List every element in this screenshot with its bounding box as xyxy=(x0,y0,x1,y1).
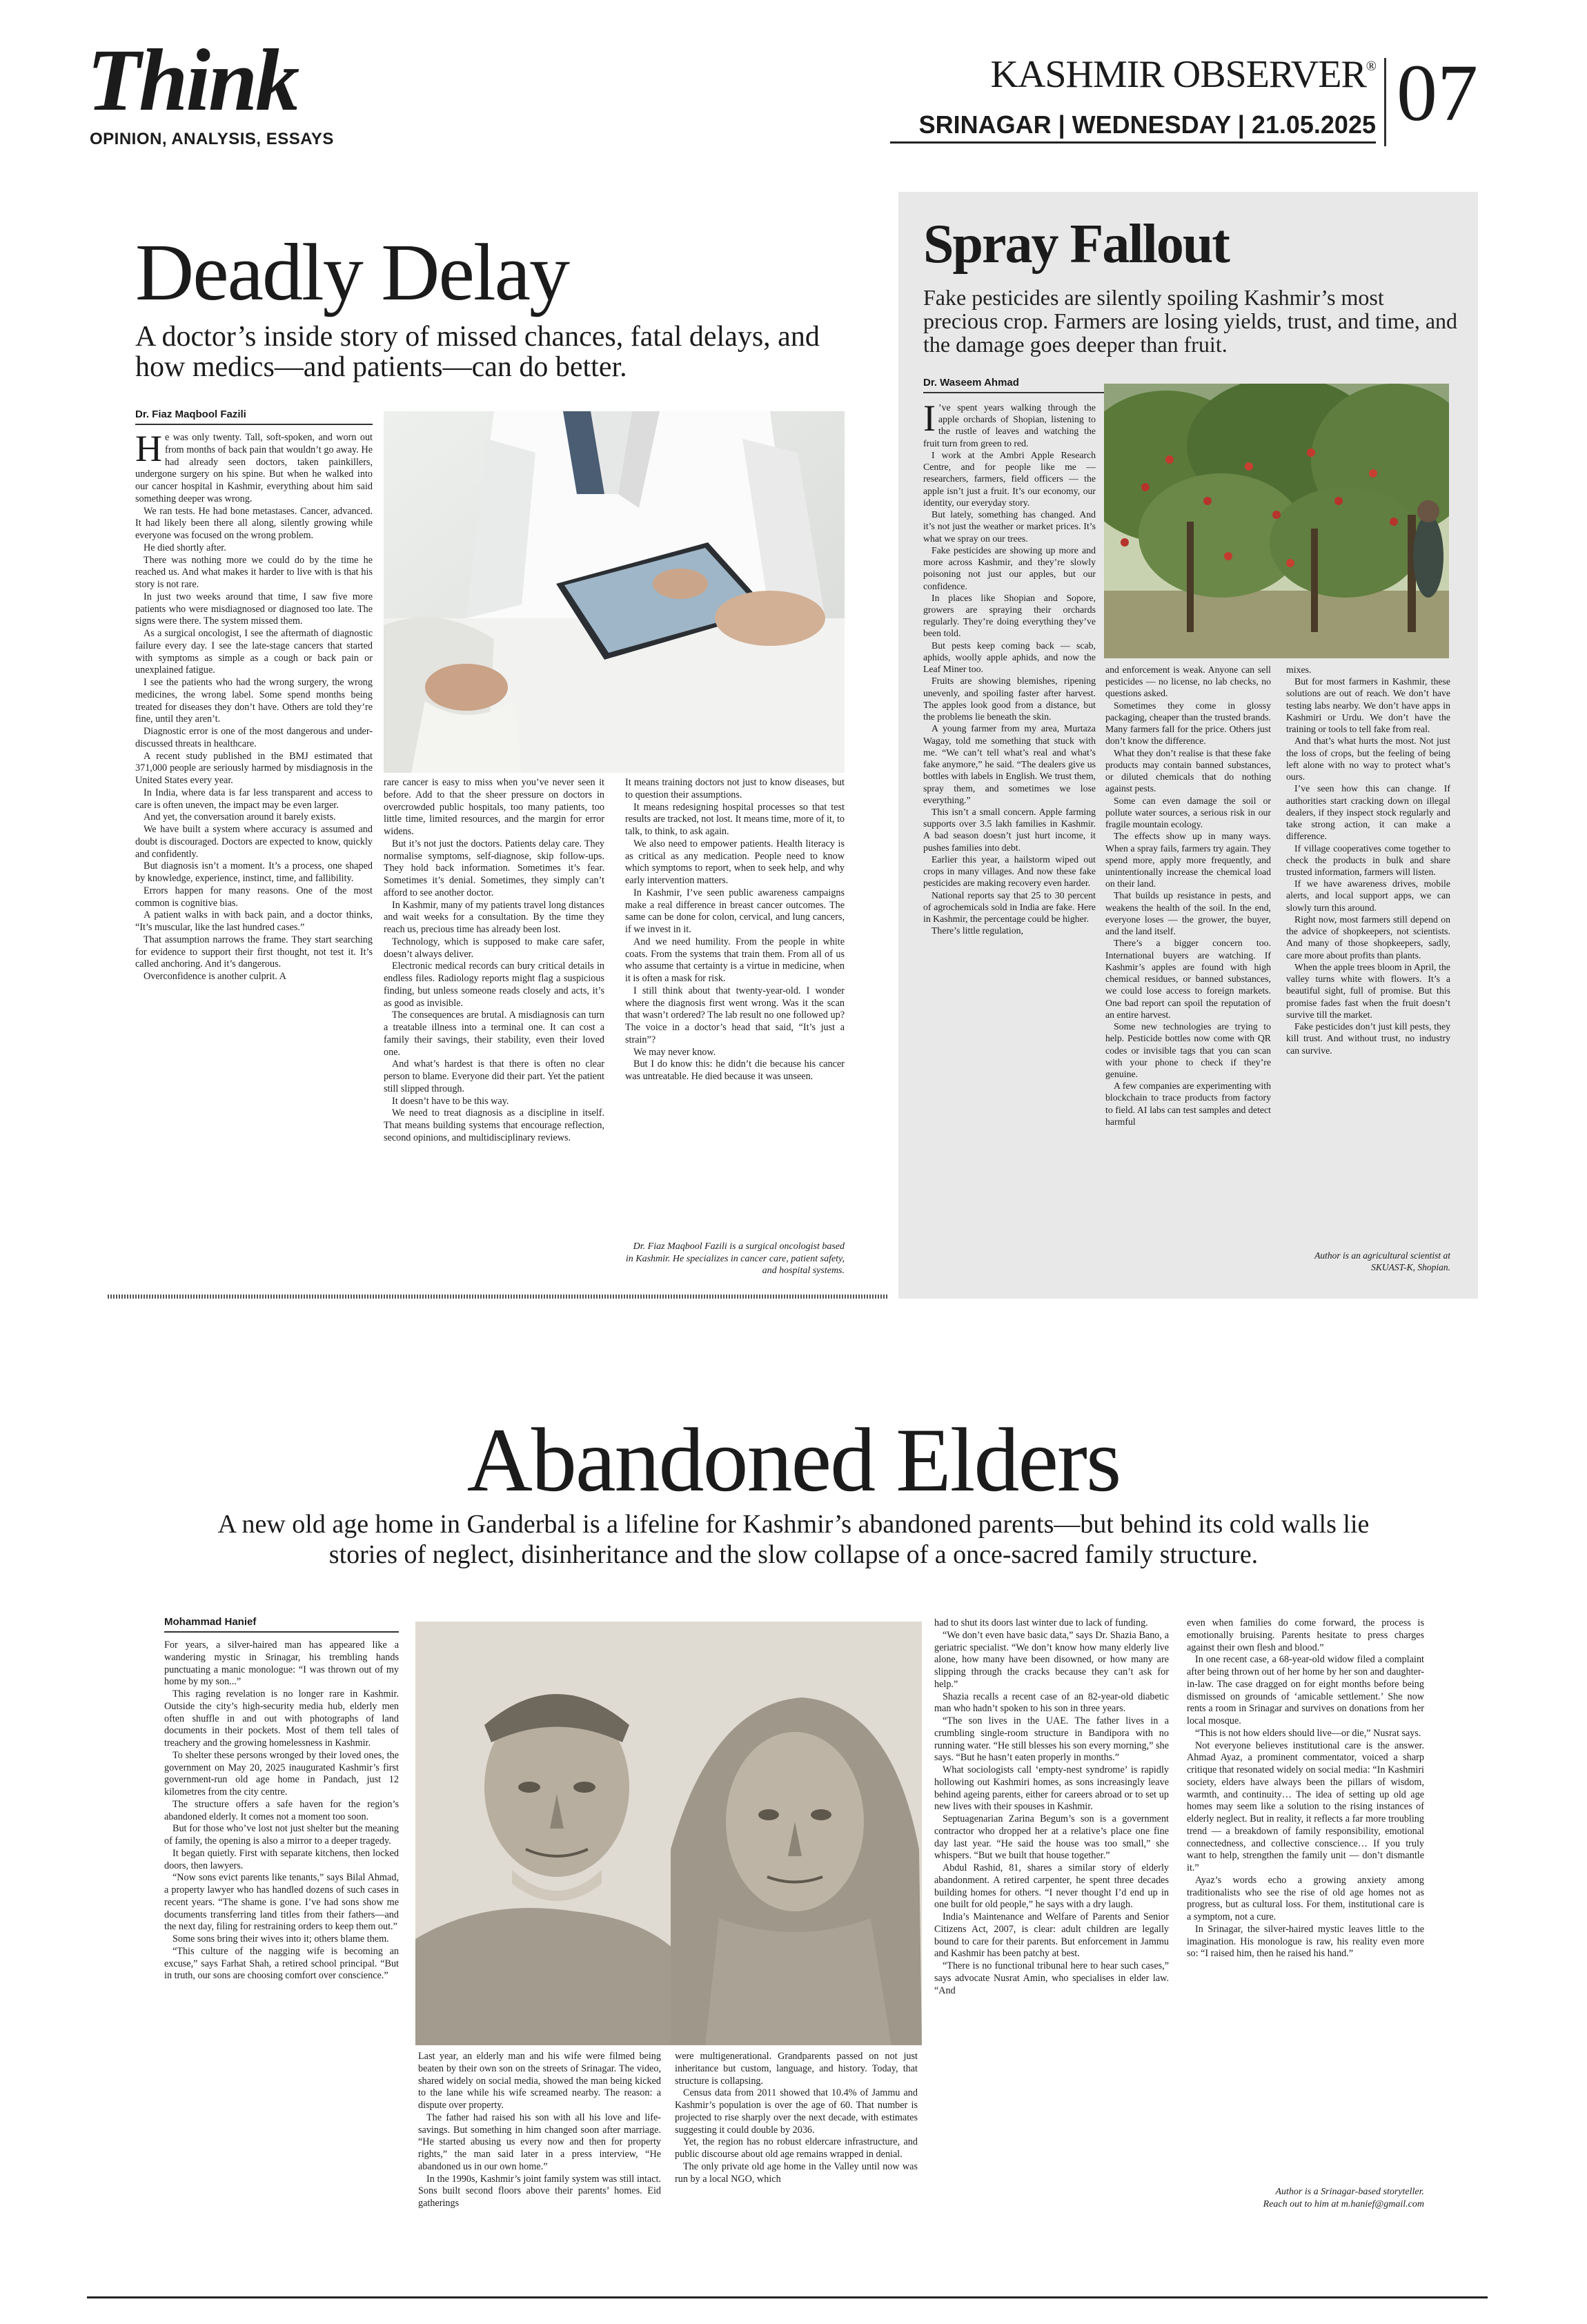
paragraph: Some sons bring their wives into it; others blame them. xyxy=(172,1933,389,1944)
paragraph: We have built a system where accuracy is assumed and doubt is discouraged. Doctors are expected to know, quickly and confidently. xyxy=(135,824,373,860)
dropcap: H xyxy=(135,432,162,469)
author-bio-abandoned-elders xyxy=(1187,2186,1424,2210)
masthead-divider xyxy=(1384,58,1386,146)
article-column-abandoned-elders-1 xyxy=(164,1639,399,2067)
paragraph: I see the patients who had the wrong surgery, the wrong medicines, the wrong label. Some spend months being treated for diseases they don’t have. Others are told they’re fine, until they aren’t. xyxy=(135,677,373,725)
paragraph: The only private old age home in the Valley until now was run by a local NGO, which xyxy=(675,2160,918,2185)
paragraph: In Kashmir, I’ve seen public awareness campaigns make a real difference in breast cancer outcomes. The same can be done for colon, cervical, and lung cancers, if we invest in it. xyxy=(625,887,845,935)
paragraph: It means training doctors not just to know diseases, but to question their assumptions. xyxy=(625,777,845,800)
article-column-abandoned-elders-4 xyxy=(934,1617,1169,2214)
paragraph: Some new technologies are trying to help. Pesticide bottles now come with QR codes or invisible tags that you can scan with your phone to check if they’re genuine. xyxy=(1105,1021,1271,1079)
section-subtitle: OPINION, ANALYSIS, ESSAYS xyxy=(90,130,334,148)
paragraph: Overconfidence is another culprit. A xyxy=(144,971,286,982)
paragraph: Fake pesticides don’t just kill pests, they kill trust. And without trust, no industry can survive. xyxy=(1286,1021,1450,1056)
paragraph: In one recent case, a 68-year-old widow filed a complaint after being thrown out of her home by her son and daughter-in-law. The case dragged on for eight months before being dismissed on grounds of ‘amicable settlement.’ She now rents a room in Srinagar and survives on donations from her local mosque. xyxy=(1187,1654,1424,1726)
paragraph: Census data from 2011 showed that 10.4% of Jammu and Kashmir’s population is over the age of 60. That number is projected to rise sharply over the next decade, with estimates suggesting it could double by 2036. xyxy=(675,2087,918,2136)
paragraph: Septuagenarian Zarina Begum’s son is a government contractor who dropped her at a relative’s place one fine day last year. “He said the house was too small,” she whispers. “But we built that house together.” xyxy=(934,1813,1169,1862)
article-deck-spray-fallout: Fake pesticides are silently spoiling Kashmir’s most precious crop. Farmers are losing yields, trust, and time, and the damage goes deeper than fruit. xyxy=(923,285,1458,357)
article-title-abandoned-elders: Abandoned Elders xyxy=(466,1409,1121,1510)
newspaper-name-text: KASHMIR OBSERVER xyxy=(990,53,1366,96)
paragraph: Electronic medical records can bury critical details in endless files. Radiology reports might flag a suspicious finding, but unless someone reads closely and acts, it’s as good as invisible. xyxy=(384,961,604,1009)
article-column-deadly-delay-1 xyxy=(135,432,373,1285)
paragraph: Ayaz’s words echo a growing anxiety among traditionalists who see the rise of old age homes not as progress, but as cultural loss. For them, institutional care is a symptom, not a cure. xyxy=(1187,1874,1424,1922)
article-deck-abandoned-elders: A new old age home in Ganderbal is a lifeline for Kashmir’s abandoned parents—but behind its cold walls lie stories of neglect, disinheritance and the slow collapse of a once-sacred family structure. xyxy=(217,1510,1370,1569)
paragraph: But diagnosis isn’t a moment. It’s a process, one shaped by knowledge, experience, instinct, time, and fallibility. xyxy=(135,860,373,884)
paragraph: e was only twenty. Tall, soft-spoken, and worn out from months of back pain that wouldn’t go away. He had already seen doctors, taken painkillers, undergone surgery on his spine. But when he walked into our cancer hospital in Kashmir, everything about him said something deeper was wrong. xyxy=(135,432,373,504)
paragraph: And yet, the conversation around it barely exists. xyxy=(144,811,336,823)
paragraph: even when families do come forward, the process is emotionally bruising. Parents hesitate to press charges against their own flesh and blood.” xyxy=(1187,1617,1424,1653)
paragraph: Diagnostic error is one of the most dangerous and under-discussed threats in healthcare. xyxy=(135,726,373,749)
paragraph: Last year, an elderly man and his wife were filmed being beaten by their own son on the streets of Srinagar. The video, shared widely on social media, showed the man being kicked to the lane while his wife screamed nearby. The reason: a dispute over property. xyxy=(418,2051,661,2111)
article-column-abandoned-elders-5 xyxy=(1187,1617,1424,2175)
paragraph: and enforcement is weak. Anyone can sell pesticides — no license, no lab checks, no questions asked. xyxy=(1105,664,1271,699)
paragraph: But I do know this: he didn’t die because his cancer was untreatable. He died because it was unseen. xyxy=(625,1058,845,1082)
paragraph: In just two weeks around that time, I saw five more patients who were misdiagnosed or diagnosed too late. The signs were there. The system missed them. xyxy=(135,591,373,627)
dateline: SRINAGAR | WEDNESDAY | 21.05.2025 xyxy=(918,110,1376,139)
paragraph: But it’s not just the doctors. Patients delay care. They normalise symptoms, self-diagnose, skip follow-ups. They hold back information. Sometimes it’s fear. Sometimes it’s denial. Sometimes, they simply can’t afford to see another doctor. xyxy=(384,838,604,898)
paragraph: But for most farmers in Kashmir, these solutions are out of reach. We don’t have testing labs nearby. We don’t have apps in Kashmiri or Urdu. We don’t have the training or tools to tell fake from real. xyxy=(1286,676,1450,735)
article-column-spray-fallout-2 xyxy=(1105,664,1271,1282)
section-title: Think xyxy=(87,31,298,129)
paragraph: That assumption narrows the frame. They start searching for evidence to support their first thought, not test it. It’s called anchoring. And it’s dangerous. xyxy=(135,934,373,970)
author-email[interactable]: Reach out to him at m.hanief@gmail.com xyxy=(1263,2198,1424,2209)
paragraph: When the apple trees bloom in April, the valley turns white with flowers. It’s a beautiful sight, full of promise. But this promise fades fast when the fruit doesn’t survive till the market. xyxy=(1286,961,1450,1020)
paragraph: Earlier this year, a hailstorm wiped out crops in many villages. And now these fake pesticides are making recovery even harder. xyxy=(923,854,1096,889)
paragraph: Abdul Rashid, 81, shares a similar story of elderly abandonment. A retired carpenter, he spent three decades building homes for others. “I never thought I’d end up in one built for old people,” he says with a dry laugh. xyxy=(934,1862,1169,1911)
paragraph: “We don’t even have basic data,” says Dr. Shazia Bano, a geriatric specialist. “We don’t know how many elderly live alone, how many have been disowned, or how many are slipping through the cracks because they can’t ask for help.” xyxy=(934,1629,1169,1690)
paragraph: National reports say that 25 to 30 percent of agrochemicals sold in India are fake. Here in Kashmir, the percentage could be higher. xyxy=(923,889,1096,925)
author-bio-deadly-delay: Dr. Fiaz Maqbool Fazili is a surgical oncologist based in Kashmir. He specializes in cancer care, patient safety, and hospital systems. xyxy=(625,1241,845,1276)
paragraph: I work at the Ambri Apple Research Centre, and for people like me — researchers, farmers, field officers — the apple isn’t just a fruit. It’s our economy, our identity, our everyday story. xyxy=(923,449,1096,508)
apple-orchard-photo xyxy=(1104,384,1449,658)
paragraph: In the 1990s, Kashmir’s joint family system was still intact. Sons built second floors above their parents’ homes. Eid gatherings xyxy=(418,2173,661,2209)
byline-abandoned-elders: Mohammad Hanief xyxy=(164,1616,257,1628)
paragraph: A few companies are experimenting with blockchain to trace products from factory to field. AI labs can test samples and detect harmful xyxy=(1105,1081,1271,1127)
paragraph: The father had raised his son with all his love and life-savings. But something in him changed soon after marriage. “He started abusing us every now and then for property rights,” the man said later in a press interview, “He abandoned us in our own home.” xyxy=(418,2111,661,2172)
article-column-deadly-delay-3 xyxy=(625,777,845,1221)
paragraph: And we need humility. From the people in white coats. From the systems that train them. From all of us who assume that certainty is a virtue in medicine, when it is often a mask for risk. xyxy=(625,936,845,984)
paragraph: I still think about that twenty-year-old. I wonder where the diagnosis first went wrong. Was it the scan that wasn’t ordered? The lab result no one followed up? The voice in a doctor’s head that said, “It’s just a strain”? xyxy=(625,985,845,1045)
paragraph: This isn’t a small concern. Apple farming supports over 3.5 lakh families in Kashmir. A bad season doesn’t just hurt income, it pushes families into debt. xyxy=(923,806,1096,853)
paragraph: There’s a bigger concern too. International buyers are watching. If Kashmir’s apples are found with high chemical residues, or banned substances, we could lose access to foreign markets. One bad report can spoil the reputation of an entire harvest. xyxy=(1105,938,1271,1020)
paragraph: There was nothing more we could do by the time he reached us. And what makes it harder to live with is that his story is not rare. xyxy=(135,554,373,590)
paragraph: There’s little regulation, xyxy=(931,925,1023,936)
paragraph: India’s Maintenance and Welfare of Parents and Senior Citizens Act, 2007, is clear: adult children are legally bound to care for their parents. But enforcement in Jammu and Kashmir has been patchy at best. xyxy=(934,1911,1169,1960)
paragraph: were multigenerational. Grandparents passed on not just inheritance but custom, language, and history. Today, that structure is collapsing. xyxy=(675,2051,918,2087)
byline-rule xyxy=(164,1631,399,1633)
paragraph: And that’s what hurts the most. Not just the loss of crops, but the feeling of being left alone with no way to protect what’s ours. xyxy=(1286,736,1450,782)
paragraph: Not everyone believes institutional care is the answer. Ahmad Ayaz, a prominent commentator, voiced a sharp critique that resonated widely on social media: “In Kashmiri society, elders have always been the pillars of wisdom, warmth, and continuity… The idea of setting up old age homes may seem like a solution to the rising instances of elderly neglect. But in reality, it reflects a far more troubling trend — a breakdown of family responsibility, emotional connectedness, and collective conscience… If you truly want to help, strengthen the family unit — don’t dismantle it.” xyxy=(1187,1740,1424,1873)
byline-spray-fallout: Dr. Waseem Ahmad xyxy=(923,377,1019,388)
byline-deadly-delay: Dr. Fiaz Maqbool Fazili xyxy=(135,408,246,420)
paragraph: What sociologists call ‘empty-nest syndrome’ is rapidly hollowing out Kashmiri homes, as sons increasingly leave behind ageing parents, either for careers abroad or to set up new lives with their spouses in Kashmir. xyxy=(934,1764,1169,1813)
paragraph: The effects show up in many ways. When a spray fails, farmers try again. They spend more, apply more frequently, and unintentionally increase the chemical load on their land. xyxy=(1105,831,1271,889)
masthead-rule xyxy=(890,141,1376,144)
paragraph: I’ve seen how this can change. If authorities start cracking down on illegal dealers, if they inspect stock regularly and take strong action, it can make a difference. xyxy=(1286,783,1450,842)
paragraph: had to shut its doors last winter due to lack of funding. xyxy=(934,1617,1148,1628)
paragraph: But pests keep coming back — scab, aphids, woolly apple aphids, and now the Leaf Miner too. xyxy=(923,640,1096,675)
paragraph: In places like Shopian and Sopore, growers are spraying their orchards regularly. They’re doing everything they’ve been told. xyxy=(923,592,1096,639)
paragraph: We also need to empower patients. Health literacy is as critical as any medication. People need to know which symptoms to report, when to seek help, and why early intervention matters. xyxy=(625,838,845,886)
paragraph: In Kashmir, many of my patients travel long distances and wait weeks for a consultation. By the time they reach us, precious time has already been lost. xyxy=(384,899,604,935)
paragraph: Fake pesticides are showing up more and more across Kashmir, and they’re slowly poisoning not just our apples, but our confidence. xyxy=(923,544,1096,591)
paragraph: To shelter these persons wronged by their loved ones, the government on May 20, 2025 inaugurated Kashmir’s first government-run old age home in Pandach, just 12 kilometres from the city centre. xyxy=(164,1749,399,1798)
paragraph: mixes. xyxy=(1286,664,1312,675)
paragraph: He died shortly after. xyxy=(144,542,226,553)
paragraph: Yet, the region has no robust eldercare infrastructure, and public discourse about old age remains wrapped in denial. xyxy=(675,2136,918,2160)
section-divider xyxy=(108,1294,887,1299)
article-column-abandoned-elders-3 xyxy=(675,2051,918,2214)
paragraph: Errors happen for many reasons. One of the most common is cognitive bias. xyxy=(135,885,373,909)
page-bottom-rule xyxy=(87,2296,1488,2298)
paragraph: It began quietly. First with separate kitchens, then locked doors, then lawyers. xyxy=(164,1847,399,1871)
paragraph: “Now sons evict parents like tenants,” says Bilal Ahmad, a property lawyer who has handled dozens of such cases in recent years. “The shame is gone. I’ve had sons show me documents transferring land titles from their fathers—and the next day, filing for restraining orders to keep them out.” xyxy=(164,1872,399,1933)
paragraph: Right now, most farmers still depend on the advice of shopkeepers, not scientists. And many of those shopkeepers, sadly, care more about profits than plants. xyxy=(1286,914,1450,961)
paragraph: In Srinagar, the silver-haired mystic leaves little to the imagination. His monologue is raw, his reality even more so: “I raised him, then he raised his hand.” xyxy=(1187,1923,1424,1960)
author-bio-line: Author is a Srinagar-based storyteller. xyxy=(1275,2187,1424,2197)
paragraph: Sometimes they come in glossy packaging, cheaper than the trusted brands. Many farmers fall for the price. Others just don’t know the difference. xyxy=(1105,700,1271,747)
paragraph: “This is not how elders should live—or die,” Nusrat says. xyxy=(1195,1727,1421,1739)
paragraph: But for those who’ve lost not just shelter but the meaning of family, the opening is also a mirror to a deeper tragedy. xyxy=(164,1823,399,1847)
paragraph: As a surgical oncologist, I see the aftermath of diagnostic failure every day. I see the late-stage cancers that started with symptoms as simple as a cough or back pain or unexplained fatigue. xyxy=(135,628,373,676)
newspaper-name xyxy=(958,55,1376,94)
article-column-deadly-delay-2 xyxy=(384,777,604,1285)
paragraph: We need to treat diagnosis as a discipline in itself. That means building systems that encourage reflection, second opinions, and multidisciplinary reviews. xyxy=(384,1107,604,1143)
paragraph: A patient walks in with back pain, and a doctor thinks, “It’s muscular, like the last hundred cases.” xyxy=(135,909,373,933)
paragraph: Shazia recalls a recent case of an 82-year-old diabetic man who hadn’t spoken to his son in three years. xyxy=(934,1691,1169,1715)
paragraph: ’ve spent years walking through the apple orchards of Shopian, listening to the rustle of leaves and watching the fruit turn from green to red. xyxy=(923,402,1096,449)
article-column-spray-fallout-3 xyxy=(1286,664,1450,1237)
article-title-deadly-delay: Deadly Delay xyxy=(135,227,569,317)
paragraph: We may never know. xyxy=(633,1046,716,1058)
paragraph: If we have awareness drives, mobile alerts, and local support apps, we can slowly turn this around. xyxy=(1286,878,1450,913)
paragraph: We ran tests. He had bone metastases. Cancer, advanced. It had likely been there all along, silently growing while everyone was focused on the wrong problem. xyxy=(135,505,373,541)
paragraph: The consequences are brutal. A misdiagnosis can turn a treatable illness into a terminal one. It can cost a family their savings, their stability, even their loved one. xyxy=(384,1010,604,1058)
paragraph: “This culture of the nagging wife is becoming an excuse,” says Farhat Shah, a retired school principal. “But in truth, our sons are choosing comfort over conscience.” xyxy=(164,1945,399,1982)
paragraph: If village cooperatives come together to check the products in bulk and share trusted information, farmers will listen. xyxy=(1286,843,1450,877)
paragraph: It means redesigning hospital processes so that test results are tracked, not lost. It means time, more of it, to talk, to think, to ask again. xyxy=(625,801,845,837)
paragraph: Fruits are showing blemishes, ripening unevenly, and spoiling faster after harvest. The apples look good from a distance, but the problems lie beneath the skin. xyxy=(923,676,1096,722)
paragraph: A recent study published in the BMJ estimated that 371,000 people are seriously harmed by misdiagnosis in the United States every year. xyxy=(135,750,373,786)
paragraph: And what’s hardest is that there is often no clear person to blame. Everyone did their part. Yet the patient still slipped through. xyxy=(384,1058,604,1094)
article-column-spray-fallout-1 xyxy=(923,402,1096,1282)
article-deck-deadly-delay: A doctor’s inside story of missed chances, fatal delays, and how medics—and patients—can do better. xyxy=(135,321,820,384)
paragraph: Some can even damage the soil or pollute water sources, a serious risk in our fragile mountain ecology. xyxy=(1105,795,1271,830)
byline-rule xyxy=(135,424,373,425)
paragraph: In India, where data is far less transparent and access to care is often uneven, the impact may be even larger. xyxy=(135,787,373,811)
paragraph: That builds up resistance in pests, and weakens the health of the soil. In the end, everyone loses — the grower, the buyer, and the land itself. xyxy=(1105,890,1271,937)
paragraph: A young farmer from my area, Murtaza Wagay, told me something that stuck with me. “We can’t tell what’s real and what’s fake anymore,” he said. “The dealers give us bottles with labels in English. We trust them, spray them, and sometimes we lose everything.” xyxy=(923,723,1096,805)
paragraph: “The son lives in the UAE. The father lives in a crumbling single-room structure in Bandipora with no running water. “He still blesses his son every morning,” she says. “But he hasn’t eaten properly in months.” xyxy=(934,1715,1169,1764)
byline-rule xyxy=(923,392,1104,393)
paragraph: “There is no functional tribunal here to hear such cases,” says advocate Nusrat Amin, who specialises in elder law. “And xyxy=(934,1960,1169,1996)
paragraph: Technology, which is supposed to make care safer, doesn’t always deliver. xyxy=(384,936,604,960)
article-title-spray-fallout: Spray Fallout xyxy=(923,214,1229,275)
dropcap: I xyxy=(923,402,936,439)
paragraph: But lately, something has changed. And it’s not just the weather or market prices. It’s what we spray on our trees. xyxy=(923,509,1096,544)
paragraph: For years, a silver-haired man has appeared like a wandering mystic in Srinagar, his trembling hands punctuating a manic monologue: “I was thrown out of my home by my son...” xyxy=(164,1639,399,1688)
paragraph: It doesn’t have to be this way. xyxy=(392,1095,509,1107)
paragraph: What they don’t realise is that these fake products may contain banned substances, or diluted chemicals that do nothing against pests. xyxy=(1105,747,1271,794)
paragraph: This raging revelation is no longer rare in Kashmir. Outside the city’s high-security media hub, elderly men often shuffle in and out with photographs of land documents in their pockets. Most of them tell tales of treachery and the growing homelessness in Kashmir. xyxy=(164,1688,399,1749)
elderly-couple-sketch xyxy=(415,1622,922,2045)
registered-mark: ® xyxy=(1366,59,1376,74)
page-number: 07 xyxy=(1397,48,1478,138)
doctor-tablet-photo xyxy=(384,411,845,773)
article-column-abandoned-elders-2 xyxy=(418,2051,661,2214)
paragraph: rare cancer is easy to miss when you’ve never seen it before. Add to that the sheer pressure on doctors in overcrowded public hospitals, too many patients, too little time, limited resources, and the margin for error widens. xyxy=(384,777,604,837)
paragraph: The structure offers a safe haven for the region’s abandoned elderly. It comes not a moment too soon. xyxy=(164,1798,399,1822)
author-bio-spray-fallout: Author is an agricultural scientist at SKUAST-K, Shopian. xyxy=(1314,1250,1450,1272)
